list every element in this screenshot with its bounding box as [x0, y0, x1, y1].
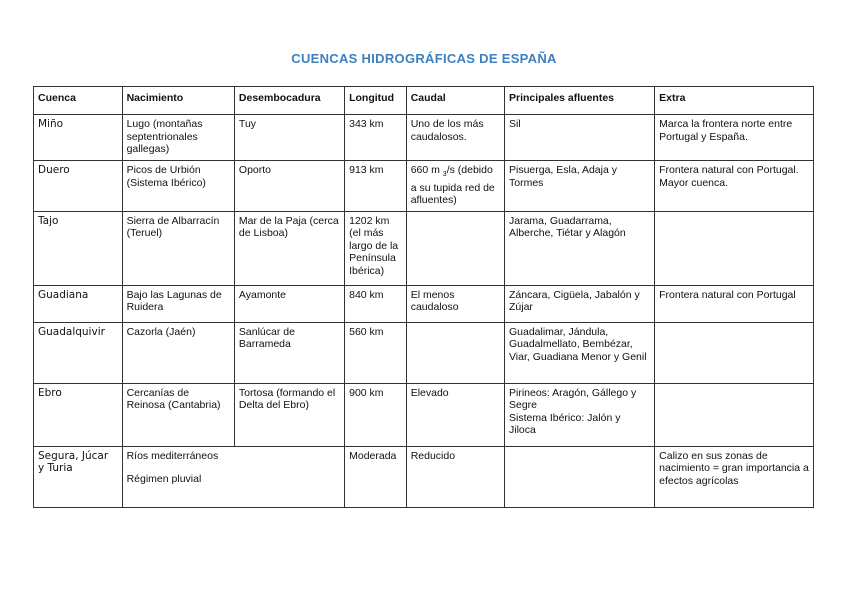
extra-line: Frontera natural con Portugal. — [659, 164, 799, 176]
basin-name: Miño — [34, 115, 123, 161]
flow-value: 660 m — [410, 164, 440, 176]
extra-line: Marca la frontera norte entre Portugal y España. — [659, 118, 793, 143]
column-header-longitud: Longitud — [345, 87, 407, 115]
page-title: CUENCAS HIDROGRÁFICAS DE ESPAÑA — [291, 51, 557, 66]
tributaries-cell — [504, 383, 654, 446]
basin-name: Duero — [34, 161, 123, 212]
extra-cell — [655, 115, 814, 161]
flow-cell: Uno de los más caudalosos. — [406, 115, 504, 161]
source-cell: Cazorla (Jaén) — [122, 322, 234, 383]
extra-line: Frontera natural con Portugal — [659, 288, 796, 301]
source-line: Régimen pluvial — [126, 473, 202, 486]
tributaries-line: Pisuerga, Esla, Adaja y Tormes — [508, 164, 617, 189]
mouth-cell: Oporto — [234, 161, 344, 212]
flow-unit-exponent: 3 — [442, 171, 447, 179]
source-cell: Lugo (montañas septentrionales gallegas) — [122, 115, 234, 161]
extra-cell — [655, 322, 814, 383]
extra-cell — [655, 446, 814, 507]
extra-line: Mayor cuenca. — [659, 176, 729, 189]
length-cell: 840 km — [345, 285, 407, 322]
basin-name: Segura, Júcar y Turia — [34, 446, 123, 507]
flow-cell — [406, 211, 504, 285]
extra-cell — [655, 161, 814, 212]
column-header-cuenca: Cuenca — [34, 87, 123, 115]
table-row — [34, 446, 814, 507]
flow-cell — [406, 161, 504, 212]
column-header-desembocadura: Desembocadura — [234, 87, 344, 115]
table-row — [34, 322, 814, 383]
source-cell-merged — [122, 446, 345, 507]
extra-cell — [655, 211, 814, 285]
table-row — [34, 285, 814, 322]
tributaries-cell — [504, 115, 654, 161]
source-cell: Sierra de Albarracín (Teruel) — [122, 211, 234, 285]
flow-cell: El menos caudaloso — [406, 285, 504, 322]
basin-name: Tajo — [34, 211, 123, 285]
source-cell: Bajo las Lagunas de Ruidera — [122, 285, 234, 322]
length-cell: Moderada — [345, 446, 407, 507]
table-row — [34, 161, 814, 212]
source-cell: Picos de Urbión (Sistema Ibérico) — [122, 161, 234, 212]
column-header-nacimiento: Nacimiento — [122, 87, 234, 115]
mouth-cell: Tortosa (formando el Delta del Ebro) — [234, 383, 344, 446]
tributaries-cell — [504, 322, 654, 383]
basin-name: Guadalquivir — [34, 322, 123, 383]
column-header-caudal: Caudal — [406, 87, 504, 115]
tributaries-cell — [504, 161, 654, 212]
tributaries-line: Záncara, Cigüela, Jabalón y Zújar — [508, 288, 640, 314]
extra-cell — [655, 285, 814, 322]
source-line: Ríos mediterráneos — [126, 449, 219, 462]
table-row — [34, 115, 814, 161]
table-header-row — [34, 87, 814, 115]
table-row — [34, 383, 814, 446]
length-cell: 560 km — [345, 322, 407, 383]
extra-line: Calizo en sus zonas de nacimiento = gran importancia a efectos agrícolas — [659, 449, 809, 487]
river-basins-table — [33, 86, 814, 508]
tributaries-line: Jarama, Guadarrama, Alberche, Tiétar y Alagón — [508, 214, 626, 240]
column-header-extra: Extra — [655, 87, 814, 115]
line-gap — [127, 462, 341, 473]
flow-note: /s (debido a su tupida red de afluentes) — [410, 164, 495, 207]
basin-name: Guadiana — [34, 285, 123, 322]
extra-cell — [655, 383, 814, 446]
basin-name: Ebro — [34, 383, 123, 446]
flow-cell: Elevado — [406, 383, 504, 446]
column-header-afluentes: Principales afluentes — [504, 87, 654, 115]
tributaries-cell — [504, 285, 654, 322]
flow-cell — [406, 322, 504, 383]
tributaries-cell — [504, 211, 654, 285]
tributaries-cell — [504, 446, 654, 507]
table-row — [34, 211, 814, 285]
mouth-cell: Sanlúcar de Barrameda — [234, 322, 344, 383]
flow-cell: Reducido — [406, 446, 504, 507]
tributaries-line: Sil — [508, 118, 521, 130]
tributaries-line: Pirineos: Aragón, Gállego y Segre — [508, 386, 637, 412]
tributaries-line: Sistema Ibérico: Jalón y Jiloca — [508, 411, 621, 437]
mouth-cell: Mar de la Paja (cerca de Lisboa) — [234, 211, 344, 285]
mouth-cell: Tuy — [234, 115, 344, 161]
mouth-cell: Ayamonte — [234, 285, 344, 322]
length-cell: 900 km — [345, 383, 407, 446]
length-cell: 913 km — [345, 161, 407, 212]
tributaries-line: Guadalimar, Jándula, Guadalmellato, Bembézar, Viar, Guadiana Menor y Genil — [508, 325, 647, 363]
length-cell: 343 km — [345, 115, 407, 161]
source-cell: Cercanías de Reinosa (Cantabria) — [122, 383, 234, 446]
length-cell: 1202 km (el más largo de la Península Ibérica) — [345, 211, 407, 285]
